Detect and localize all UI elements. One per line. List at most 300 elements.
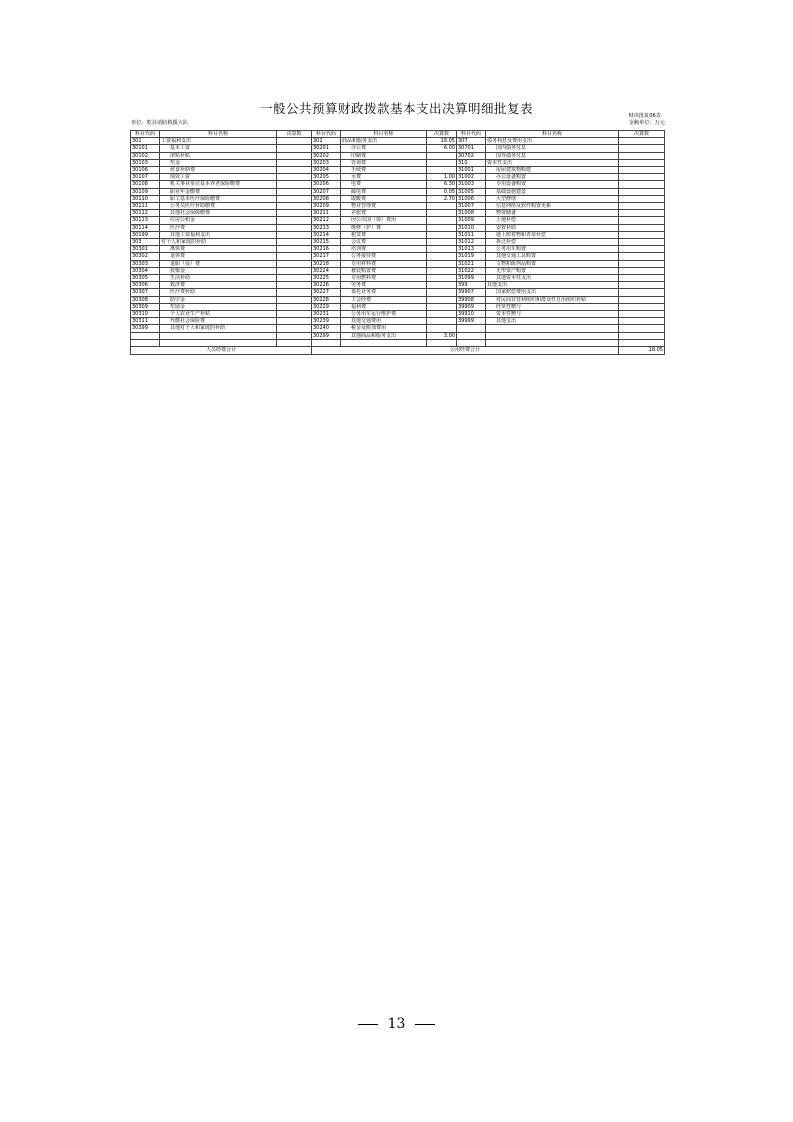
subject-name-cell	[160, 332, 277, 339]
page-number-dash-left	[358, 1024, 378, 1025]
amount-cell	[619, 167, 665, 174]
table-row	[131, 318, 665, 325]
unit-label: 单位：乾县消防救援大队	[131, 120, 189, 126]
amount-cell	[619, 289, 665, 296]
subject-name-cell: 基本工资	[160, 145, 277, 152]
subject-name-cell: 土地补偿	[486, 217, 619, 224]
subject-name-cell: 取暖费	[341, 195, 427, 202]
amount-cell: 18.05	[427, 138, 457, 145]
subject-name-cell: 债务利息及费用支出	[486, 138, 619, 145]
amount-cell	[427, 159, 457, 166]
subject-code-cell: 301	[131, 138, 160, 145]
amount-cell	[427, 296, 457, 303]
subject-name-cell: 商品和服务支出	[341, 138, 427, 145]
amount-cell	[619, 159, 665, 166]
amount-cell	[427, 224, 457, 231]
amount-cell	[427, 253, 457, 260]
subject-code-cell: 302	[312, 138, 341, 145]
amount-cell	[619, 217, 665, 224]
subject-code-cell: 39907	[457, 289, 486, 296]
amount-cell	[277, 203, 312, 210]
subject-code-cell: 30217	[312, 253, 341, 260]
subject-code-cell: 30211	[312, 210, 341, 217]
subject-name-cell: 水费	[341, 174, 427, 181]
subject-name-cell: 机关事业单位基本养老保险缴费	[160, 181, 277, 188]
subject-code-cell: 30399	[131, 325, 160, 332]
header-cell: 决算数	[427, 131, 457, 138]
subject-code-cell: 30224	[312, 267, 341, 274]
table-row	[131, 282, 665, 289]
table-row	[131, 224, 665, 231]
subject-code-cell: 30214	[312, 231, 341, 238]
amount-cell	[277, 325, 312, 332]
subject-name-cell: 被装购置费	[341, 267, 427, 274]
amount-cell	[619, 195, 665, 202]
subject-code-cell: 30701	[457, 145, 486, 152]
subject-name-cell: 奖励金	[160, 303, 277, 310]
amount-cell	[277, 267, 312, 274]
amount-cell	[277, 296, 312, 303]
subject-name-cell: 咨询费	[341, 159, 427, 166]
amount-cell	[277, 318, 312, 325]
amount-cell	[619, 138, 665, 145]
subject-name-cell: 其他交通费用	[341, 318, 427, 325]
table-row	[131, 339, 665, 346]
subject-name-cell	[160, 339, 277, 346]
subject-name-cell: 医疗费	[160, 224, 277, 231]
subject-code-cell: 307	[457, 138, 486, 145]
expenditure-table	[130, 130, 665, 355]
amount-cell	[619, 210, 665, 217]
amount-cell	[619, 239, 665, 246]
amount-cell	[277, 167, 312, 174]
table-row	[131, 159, 665, 166]
form-number: 财决批复06表	[628, 113, 661, 119]
amount-cell	[619, 318, 665, 325]
amount-cell	[427, 167, 457, 174]
subject-code-cell: 30240	[312, 325, 341, 332]
subject-code-cell: 30306	[131, 282, 160, 289]
subject-code-cell: 30213	[312, 224, 341, 231]
subject-name-cell: 资本性赠与	[486, 311, 619, 318]
table-row	[131, 260, 665, 267]
amount-cell	[619, 260, 665, 267]
amount-cell	[277, 188, 312, 195]
amount-cell: 6.00	[427, 145, 457, 152]
subject-code-cell	[457, 339, 486, 346]
table-row	[131, 325, 665, 332]
amount-cell	[619, 267, 665, 274]
table-row	[131, 289, 665, 296]
subject-name-cell: 基础设施建设	[486, 188, 619, 195]
subject-name-cell: 其他支出	[486, 282, 619, 289]
subject-name-cell: 因公出国（境）费用	[341, 217, 427, 224]
subject-code-cell	[312, 339, 341, 346]
subject-name-cell: 职业年金缴费	[160, 188, 277, 195]
subject-name-cell: 其他支出	[486, 318, 619, 325]
table-row	[131, 239, 665, 246]
table-row	[131, 138, 665, 145]
subject-name-cell: 绩效工资	[160, 174, 277, 181]
subject-code-cell: 30110	[131, 195, 160, 202]
amount-cell	[277, 260, 312, 267]
amount-cell	[427, 231, 457, 238]
amount-cell	[277, 210, 312, 217]
subject-code-cell: 31005	[457, 188, 486, 195]
subject-name-cell	[486, 332, 619, 339]
subject-code-cell	[131, 332, 160, 339]
subject-name-cell: 拆迁补偿	[486, 239, 619, 246]
subject-name-cell	[486, 339, 619, 346]
subject-code-cell	[457, 332, 486, 339]
subject-code-cell: 30307	[131, 289, 160, 296]
subject-name-cell: 国外债务付息	[486, 152, 619, 159]
amount-cell	[427, 260, 457, 267]
amount-cell	[619, 188, 665, 195]
amount-cell	[427, 311, 457, 318]
subject-name-cell: 抚恤金	[160, 267, 277, 274]
amount-cell	[619, 145, 665, 152]
subject-name-cell: 退职（役）费	[160, 260, 277, 267]
subject-code-cell: 31002	[457, 174, 486, 181]
subject-name-cell: 对民间非营利组织和群众性自治组织补贴	[486, 296, 619, 303]
subject-code-cell: 30225	[312, 275, 341, 282]
subject-name-cell: 个人农业生产补贴	[160, 311, 277, 318]
page-number	[0, 1016, 793, 1032]
subject-name-cell: 经常性赠与	[486, 303, 619, 310]
subject-code-cell: 30204	[312, 167, 341, 174]
table-row	[131, 311, 665, 318]
subject-code-cell: 30702	[457, 152, 486, 159]
amount-cell	[619, 339, 665, 346]
table-row	[131, 181, 665, 188]
subject-name-cell: 委托业务费	[341, 289, 427, 296]
subject-name-cell: 电费	[341, 181, 427, 188]
subject-code-cell: 31011	[457, 231, 486, 238]
subject-code-cell: 30206	[312, 181, 341, 188]
subject-name-cell: 津贴补贴	[160, 152, 277, 159]
table-row	[131, 210, 665, 217]
amount-cell	[277, 152, 312, 159]
subject-name-cell: 资本性支出	[486, 159, 619, 166]
subject-name-cell	[486, 325, 619, 332]
amount-cell	[277, 217, 312, 224]
totals-row	[131, 347, 665, 355]
subject-code-cell	[131, 339, 160, 346]
amount-cell	[619, 224, 665, 231]
subject-code-cell: 30231	[312, 311, 341, 318]
subject-name-cell: 邮电费	[341, 188, 427, 195]
amount-cell	[619, 231, 665, 238]
subject-name-cell: 公务接待费	[341, 253, 427, 260]
subject-code-cell: 39908	[457, 296, 486, 303]
personnel-total-label: 人员经费合计	[131, 347, 312, 355]
amount-cell	[277, 253, 312, 260]
subject-name-cell: 专用燃料费	[341, 275, 427, 282]
amount-cell	[619, 282, 665, 289]
amount-cell	[427, 325, 457, 332]
page-number-text: 13	[387, 1016, 406, 1032]
subject-name-cell: 房屋建筑物购建	[486, 167, 619, 174]
subject-name-cell: 其他社会保障缴费	[160, 210, 277, 217]
amount-cell	[277, 246, 312, 253]
subject-code-cell: 30207	[312, 188, 341, 195]
amount-cell	[427, 282, 457, 289]
subject-name-cell: 国家赔偿费用支出	[486, 289, 619, 296]
subject-name-cell: 住房公积金	[160, 217, 277, 224]
subject-name-cell: 公务用车运行维护费	[341, 311, 427, 318]
subject-code-cell: 30311	[131, 318, 160, 325]
subject-name-cell: 其他资本性支出	[486, 275, 619, 282]
subject-name-cell: 物业管理费	[341, 203, 427, 210]
amount-cell	[619, 174, 665, 181]
amount-cell	[427, 152, 457, 159]
subject-name-cell: 工会经费	[341, 296, 427, 303]
subject-code-cell: 30303	[131, 260, 160, 267]
amount-cell	[277, 339, 312, 346]
subject-code-cell: 30309	[131, 303, 160, 310]
amount-cell	[619, 275, 665, 282]
subject-code-cell: 30299	[312, 332, 341, 339]
subject-code-cell: 30109	[131, 188, 160, 195]
amount-cell: 6.30	[427, 181, 457, 188]
subject-code-cell: 30310	[131, 311, 160, 318]
table-row	[131, 332, 665, 339]
subject-code-cell	[457, 325, 486, 332]
subject-code-cell: 31013	[457, 246, 486, 253]
subject-name-cell: 劳务费	[341, 282, 427, 289]
subject-code-cell: 30202	[312, 152, 341, 159]
subject-name-cell: 文物和陈列品购置	[486, 260, 619, 267]
header-cell: 科目名称	[341, 131, 427, 138]
table-row	[131, 246, 665, 253]
subject-code-cell: 30301	[131, 246, 160, 253]
subject-code-cell: 30208	[312, 195, 341, 202]
subject-name-cell: 税金及附加费用	[341, 325, 427, 332]
subject-name-cell: 办公费	[341, 145, 427, 152]
table-row	[131, 174, 665, 181]
subject-name-cell: 其他交通工具购置	[486, 253, 619, 260]
subject-code-cell: 30101	[131, 145, 160, 152]
subject-code-cell: 30229	[312, 303, 341, 310]
amount-cell	[619, 181, 665, 188]
subject-code-cell: 30205	[312, 174, 341, 181]
header-cell: 决算数	[277, 131, 312, 138]
amount-cell	[427, 217, 457, 224]
amount-cell	[277, 224, 312, 231]
subject-code-cell: 30209	[312, 203, 341, 210]
amount-cell: 3.00	[427, 332, 457, 339]
subject-name-cell: 手续费	[341, 167, 427, 174]
subject-code-cell: 30218	[312, 260, 341, 267]
subject-code-cell: 399	[457, 282, 486, 289]
subject-code-cell: 31008	[457, 210, 486, 217]
subject-name-cell: 会议费	[341, 239, 427, 246]
amount-cell	[427, 303, 457, 310]
amount-cell	[277, 145, 312, 152]
subject-name-cell: 生活补助	[160, 275, 277, 282]
subject-name-cell: 专用材料费	[341, 260, 427, 267]
amount-cell	[277, 282, 312, 289]
subject-name-cell: 公务员医疗补助缴费	[160, 203, 277, 210]
amount-cell	[427, 339, 457, 346]
subject-code-cell: 30239	[312, 318, 341, 325]
subject-code-cell: 30107	[131, 174, 160, 181]
header-cell: 科目代码	[457, 131, 486, 138]
subject-name-cell: 差旅费	[341, 210, 427, 217]
public-total-value: 18.05	[619, 347, 665, 355]
subject-name-cell: 奖金	[160, 159, 277, 166]
subject-name-cell: 代缴社会保险费	[160, 318, 277, 325]
subject-code-cell: 30308	[131, 296, 160, 303]
table-row	[131, 203, 665, 210]
amount-cell	[277, 174, 312, 181]
subject-code-cell: 30304	[131, 267, 160, 274]
amount-cell	[277, 239, 312, 246]
subject-name-cell: 物资储备	[486, 210, 619, 217]
table-row	[131, 267, 665, 274]
header-cell: 科目名称	[486, 131, 619, 138]
subject-name-cell: 对个人和家庭的补助	[160, 239, 277, 246]
subject-name-cell: 国内债务付息	[486, 145, 619, 152]
amount-cell	[427, 239, 457, 246]
subject-code-cell: 39909	[457, 303, 486, 310]
subject-name-cell: 安置补助	[486, 224, 619, 231]
header-cell: 科目代码	[131, 131, 160, 138]
subject-name-cell: 医疗费补助	[160, 289, 277, 296]
subject-name-cell: 福利费	[341, 303, 427, 310]
subject-name-cell: 工资福利支出	[160, 138, 277, 145]
subject-code-cell: 310	[457, 159, 486, 166]
subject-code-cell: 30103	[131, 159, 160, 166]
amount-cell	[619, 152, 665, 159]
table-header-row	[131, 131, 665, 138]
page-number-dash-right	[415, 1024, 435, 1025]
subject-name-cell: 信息网络及软件购置更新	[486, 203, 619, 210]
subject-code-cell: 30215	[312, 239, 341, 246]
amount-cell	[619, 253, 665, 260]
page-title: 一般公共预算财政拨款基本支出决算明细批复表	[259, 101, 533, 116]
subject-code-cell: 30114	[131, 224, 160, 231]
table-row	[131, 195, 665, 202]
amount-cell	[277, 332, 312, 339]
amount-cell	[619, 332, 665, 339]
subject-code-cell: 303	[131, 239, 160, 246]
subject-name-cell: 大型修缮	[486, 195, 619, 202]
subject-code-cell: 30302	[131, 253, 160, 260]
table-row	[131, 167, 665, 174]
subject-code-cell: 31022	[457, 267, 486, 274]
subject-name-cell: 维修（护）费	[341, 224, 427, 231]
subject-code-cell: 30112	[131, 210, 160, 217]
amount-cell	[277, 195, 312, 202]
subject-name-cell: 专用设备购置	[486, 181, 619, 188]
subject-name-cell: 退休费	[160, 253, 277, 260]
subject-code-cell: 39910	[457, 311, 486, 318]
subject-code-cell: 30102	[131, 152, 160, 159]
amount-cell	[277, 275, 312, 282]
amount-cell	[277, 138, 312, 145]
amount-cell	[619, 311, 665, 318]
table-row	[131, 231, 665, 238]
subject-code-cell: 30111	[131, 203, 160, 210]
amount-cell	[427, 210, 457, 217]
subject-code-cell: 31007	[457, 203, 486, 210]
subject-code-cell: 30216	[312, 246, 341, 253]
amount-unit: 金额单位：万元	[628, 120, 665, 126]
subject-code-cell: 30305	[131, 275, 160, 282]
subject-code-cell: 30108	[131, 181, 160, 188]
amount-cell	[427, 275, 457, 282]
amount-cell: 0.05	[427, 188, 457, 195]
subject-name-cell: 离休费	[160, 246, 277, 253]
amount-cell	[277, 311, 312, 318]
amount-cell	[619, 246, 665, 253]
subject-name-cell: 无形资产购置	[486, 267, 619, 274]
subject-code-cell: 31012	[457, 239, 486, 246]
subject-name-cell: 办公设备购置	[486, 174, 619, 181]
subject-name-cell: 伙食补助费	[160, 167, 277, 174]
subject-code-cell: 31006	[457, 195, 486, 202]
amount-cell	[277, 303, 312, 310]
amount-cell	[277, 181, 312, 188]
subject-code-cell: 30199	[131, 231, 160, 238]
subject-name-cell: 其他对个人和家庭的补助	[160, 325, 277, 332]
subject-code-cell: 39999	[457, 318, 486, 325]
amount-cell: 1.00	[427, 174, 457, 181]
subject-name-cell: 其他工资福利支出	[160, 231, 277, 238]
subject-code-cell: 30212	[312, 217, 341, 224]
amount-cell	[619, 325, 665, 332]
amount-cell	[619, 296, 665, 303]
amount-cell: 2.70	[427, 195, 457, 202]
table-row	[131, 275, 665, 282]
subject-name-cell: 培训费	[341, 246, 427, 253]
amount-cell	[619, 303, 665, 310]
public-total-label: 公用经费合计	[312, 347, 619, 355]
amount-cell	[427, 203, 457, 210]
subject-code-cell: 30203	[312, 159, 341, 166]
table-row	[131, 296, 665, 303]
subject-code-cell: 30227	[312, 289, 341, 296]
subject-code-cell: 31001	[457, 167, 486, 174]
table-row	[131, 145, 665, 152]
amount-cell	[427, 246, 457, 253]
table-row	[131, 253, 665, 260]
subject-code-cell: 30113	[131, 217, 160, 224]
table-row	[131, 152, 665, 159]
subject-name-cell: 其他商品和服务支出	[341, 332, 427, 339]
subject-name-cell: 地上附着物和青苗补偿	[486, 231, 619, 238]
header-cell: 科目代码	[312, 131, 341, 138]
subject-code-cell: 30201	[312, 145, 341, 152]
subject-name-cell: 职工基本医疗保险缴费	[160, 195, 277, 202]
amount-cell	[427, 267, 457, 274]
subject-code-cell: 30226	[312, 282, 341, 289]
header-cell: 决算数	[619, 131, 665, 138]
table-row	[131, 303, 665, 310]
amount-cell	[277, 289, 312, 296]
amount-cell	[427, 289, 457, 296]
subject-code-cell: 31021	[457, 260, 486, 267]
amount-cell	[277, 231, 312, 238]
table-row	[131, 217, 665, 224]
subject-name-cell: 印刷费	[341, 152, 427, 159]
subject-code-cell: 31019	[457, 253, 486, 260]
header-cell: 科目名称	[160, 131, 277, 138]
subject-code-cell: 30228	[312, 296, 341, 303]
subject-name-cell	[341, 339, 427, 346]
